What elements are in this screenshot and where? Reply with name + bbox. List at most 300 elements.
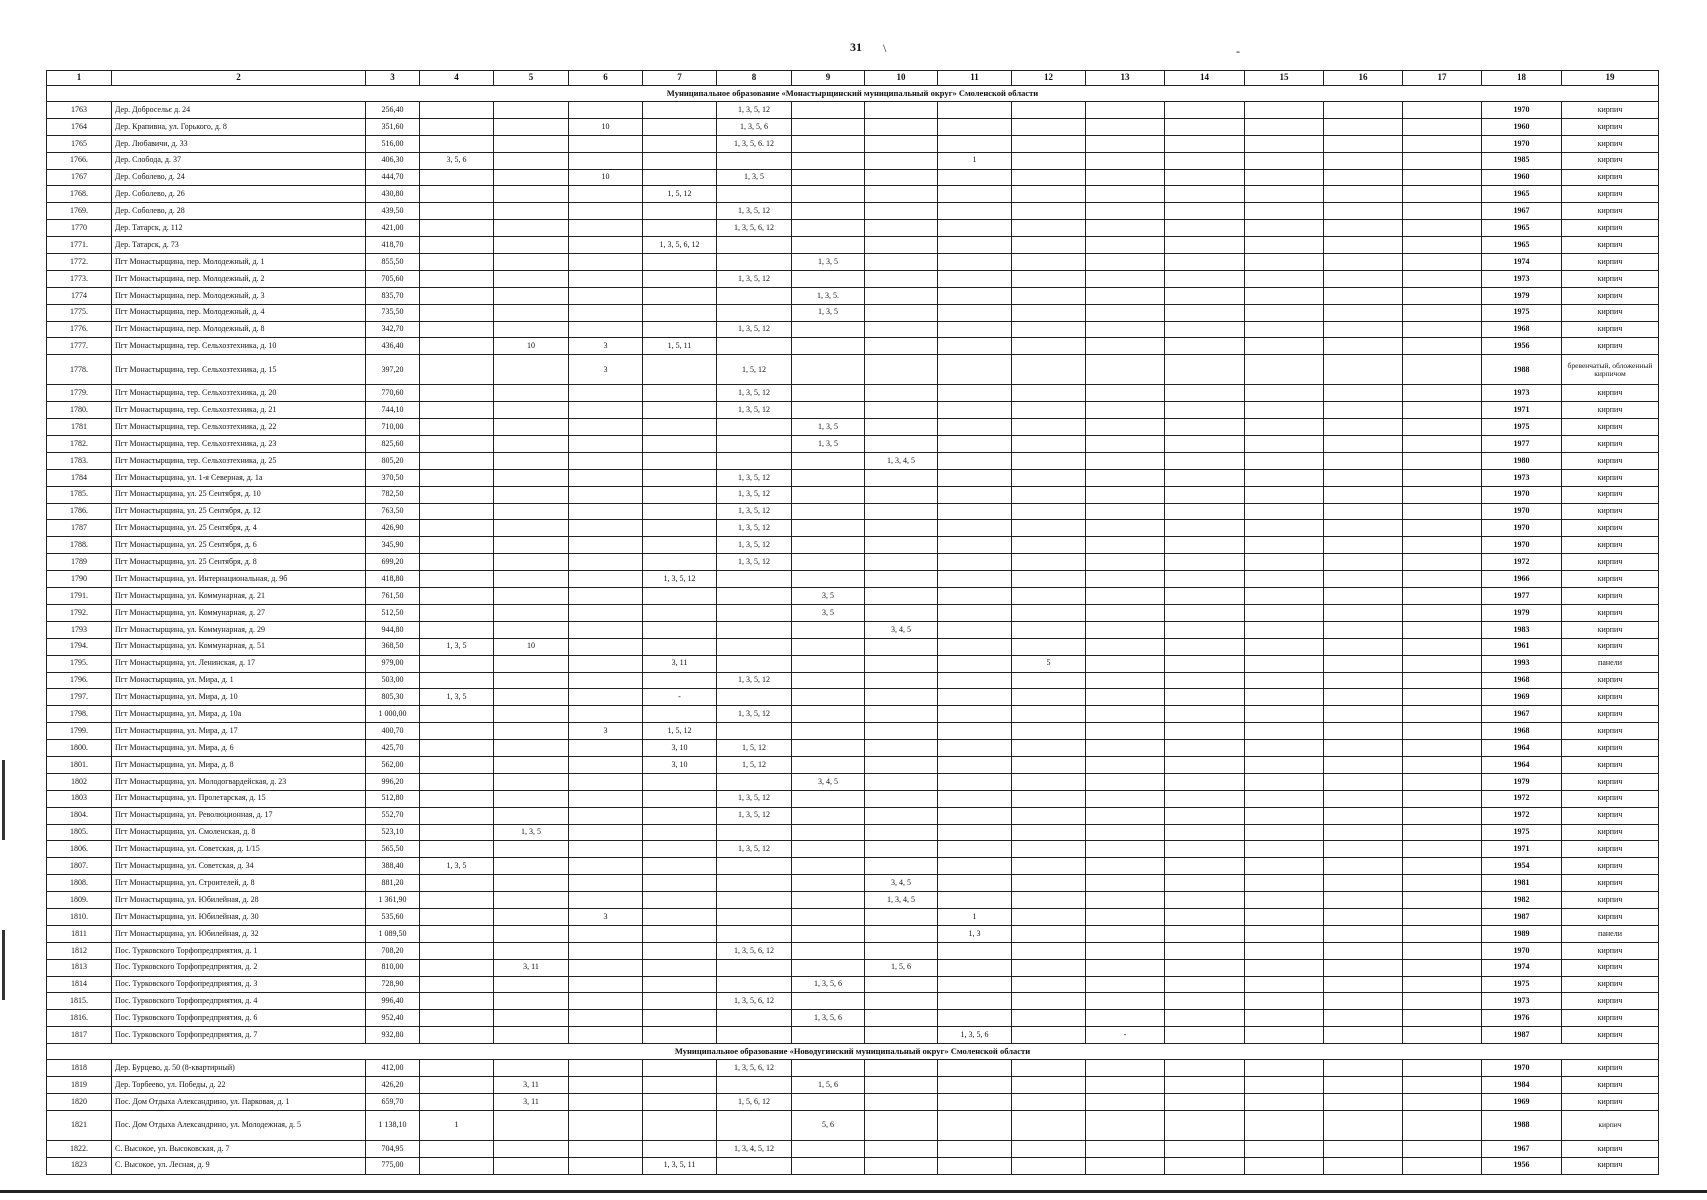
col-14-cell [1165, 1027, 1245, 1044]
col-7-cell [643, 807, 717, 824]
build-year-cell: 1979 [1482, 604, 1562, 621]
col-17-cell [1403, 169, 1482, 186]
row-number-cell: 1796. [47, 672, 112, 689]
col-16-cell [1324, 655, 1403, 672]
col-13-cell [1086, 959, 1165, 976]
col-17-cell [1403, 824, 1482, 841]
col-14-cell [1165, 1110, 1245, 1140]
address-cell: С. Высокое, ул. Высоковская, д. 7 [112, 1140, 366, 1157]
row-number-cell: 1803 [47, 790, 112, 807]
col-5-cell [494, 672, 569, 689]
col-14-cell [1165, 135, 1245, 152]
wall-material-cell: кирпич [1562, 723, 1659, 740]
col-10-cell [865, 655, 938, 672]
col-13-cell [1086, 220, 1165, 237]
table-row [47, 287, 1659, 304]
col-5-cell [494, 773, 569, 790]
col-6-cell: 3 [569, 723, 643, 740]
table-row [47, 942, 1659, 959]
col-15-cell [1245, 689, 1324, 706]
col-11-cell [938, 638, 1012, 655]
col-5-cell [494, 908, 569, 925]
col-8-cell: 1, 3, 5, 12 [717, 841, 792, 858]
col-11-cell: 1 [938, 908, 1012, 925]
col-7-cell [643, 773, 717, 790]
table-row [47, 588, 1659, 605]
col-6-cell [569, 1060, 643, 1077]
col-17-cell [1403, 858, 1482, 875]
col-12-cell [1012, 469, 1086, 486]
build-year-cell: 1969 [1482, 689, 1562, 706]
col-5-cell [494, 152, 569, 169]
col-16-cell [1324, 321, 1403, 338]
address-cell: Пгт Монастырщина, тер. Сельхозтехника, д. 21 [112, 402, 366, 419]
col-12-cell [1012, 152, 1086, 169]
build-year-cell: 1961 [1482, 638, 1562, 655]
column-header: 18 [1482, 71, 1562, 86]
col-10-cell [865, 152, 938, 169]
col-12-cell [1012, 169, 1086, 186]
row-number-cell: 1790 [47, 571, 112, 588]
col-16-cell [1324, 942, 1403, 959]
col-10-cell [865, 1110, 938, 1140]
col-6-cell [569, 1140, 643, 1157]
col-9-cell [792, 338, 865, 355]
area-cell: 436,40 [366, 338, 420, 355]
col-11-cell [938, 790, 1012, 807]
col-4-cell [420, 486, 494, 503]
col-10-cell [865, 304, 938, 321]
row-number-cell: 1819 [47, 1076, 112, 1093]
build-year-cell: 1972 [1482, 790, 1562, 807]
col-10-cell [865, 925, 938, 942]
address-cell: Дер. Татарск, д. 73 [112, 237, 366, 254]
address-cell: Пгт Монастырщина, тер. Сельхозтехника, д. 10 [112, 338, 366, 355]
wall-material-cell: кирпич [1562, 959, 1659, 976]
area-cell: 979,00 [366, 655, 420, 672]
col-15-cell [1245, 1157, 1324, 1174]
address-cell: Пгт Монастырщина, ул. Советская, д. 34 [112, 858, 366, 875]
col-6-cell [569, 486, 643, 503]
wall-material-cell: кирпич [1562, 773, 1659, 790]
col-7-cell [643, 858, 717, 875]
col-12-cell: 5 [1012, 655, 1086, 672]
col-10-cell [865, 220, 938, 237]
build-year-cell: 1977 [1482, 588, 1562, 605]
col-14-cell [1165, 1140, 1245, 1157]
build-year-cell: 1972 [1482, 807, 1562, 824]
col-6-cell [569, 503, 643, 520]
col-10-cell [865, 321, 938, 338]
col-15-cell [1245, 993, 1324, 1010]
col-12-cell [1012, 790, 1086, 807]
address-cell: Пгт Монастырщина, пер. Молодежный, д. 1 [112, 254, 366, 271]
address-cell: Пгт Монастырщина, ул. Смоленская, д. 8 [112, 824, 366, 841]
row-number-cell: 1813 [47, 959, 112, 976]
area-cell: 763,50 [366, 503, 420, 520]
row-number-cell: 1812 [47, 942, 112, 959]
col-13-cell [1086, 1076, 1165, 1093]
col-6-cell [569, 1010, 643, 1027]
col-15-cell [1245, 152, 1324, 169]
wall-material-cell: кирпич [1562, 1093, 1659, 1110]
row-number-cell: 1817 [47, 1027, 112, 1044]
wall-material-cell: панели [1562, 925, 1659, 942]
col-4-cell [420, 892, 494, 909]
col-15-cell [1245, 270, 1324, 287]
build-year-cell: 1964 [1482, 756, 1562, 773]
col-7-cell [643, 588, 717, 605]
col-10-cell [865, 807, 938, 824]
col-4-cell [420, 270, 494, 287]
col-6-cell [569, 537, 643, 554]
col-16-cell [1324, 355, 1403, 385]
col-7-cell [643, 102, 717, 119]
col-4-cell [420, 790, 494, 807]
col-8-cell: 1, 3, 5, 12 [717, 402, 792, 419]
row-number-cell: 1766. [47, 152, 112, 169]
col-13-cell [1086, 338, 1165, 355]
build-year-cell: 1973 [1482, 385, 1562, 402]
col-6-cell [569, 571, 643, 588]
col-7-cell [643, 419, 717, 436]
col-7-cell [643, 993, 717, 1010]
col-8-cell [717, 254, 792, 271]
wall-material-cell: кирпич [1562, 537, 1659, 554]
row-number-cell: 1802 [47, 773, 112, 790]
col-4-cell [420, 304, 494, 321]
col-4-cell [420, 1140, 494, 1157]
wall-material-cell: кирпич [1562, 672, 1659, 689]
area-cell: 775,00 [366, 1157, 420, 1174]
col-11-cell [938, 1093, 1012, 1110]
col-17-cell [1403, 1157, 1482, 1174]
col-11-cell [938, 672, 1012, 689]
col-9-cell [792, 169, 865, 186]
col-8-cell [717, 338, 792, 355]
row-number-cell: 1784 [47, 469, 112, 486]
area-cell: 516,00 [366, 135, 420, 152]
table-row [47, 706, 1659, 723]
col-4-cell [420, 875, 494, 892]
col-9-cell [792, 102, 865, 119]
col-8-cell: 1, 3, 5, 6, 12 [717, 1060, 792, 1077]
col-16-cell [1324, 875, 1403, 892]
col-7-cell [643, 169, 717, 186]
column-header: 2 [112, 71, 366, 86]
area-cell: 761,50 [366, 588, 420, 605]
col-10-cell [865, 254, 938, 271]
col-8-cell [717, 824, 792, 841]
col-12-cell [1012, 452, 1086, 469]
col-5-cell [494, 486, 569, 503]
section-header-row [47, 86, 1659, 102]
area-cell: 418,70 [366, 237, 420, 254]
col-8-cell [717, 621, 792, 638]
address-cell: Пгт Монастырщина, ул. 25 Сентября, д. 8 [112, 554, 366, 571]
wall-material-cell: кирпич [1562, 1010, 1659, 1027]
col-14-cell [1165, 638, 1245, 655]
col-8-cell [717, 655, 792, 672]
build-year-cell: 1987 [1482, 908, 1562, 925]
build-year-cell: 1989 [1482, 925, 1562, 942]
col-10-cell [865, 571, 938, 588]
wall-material-cell: кирпич [1562, 254, 1659, 271]
col-7-cell [643, 1010, 717, 1027]
build-year-cell: 1970 [1482, 135, 1562, 152]
address-cell: Пос. Турковского Торфопредприятия, д. 1 [112, 942, 366, 959]
col-9-cell [792, 537, 865, 554]
col-13-cell [1086, 571, 1165, 588]
table-row [47, 807, 1659, 824]
build-year-cell: 1965 [1482, 220, 1562, 237]
col-9-cell [792, 321, 865, 338]
col-17-cell [1403, 1060, 1482, 1077]
col-10-cell [865, 908, 938, 925]
col-5-cell: 10 [494, 638, 569, 655]
area-cell: 400,70 [366, 723, 420, 740]
col-14-cell [1165, 186, 1245, 203]
build-year-cell: 1981 [1482, 875, 1562, 892]
col-8-cell [717, 638, 792, 655]
col-4-cell [420, 925, 494, 942]
area-cell: 932,80 [366, 1027, 420, 1044]
col-5-cell [494, 452, 569, 469]
col-7-cell [643, 321, 717, 338]
col-14-cell [1165, 672, 1245, 689]
table-row [47, 824, 1659, 841]
col-11-cell: 1 [938, 152, 1012, 169]
col-5-cell [494, 706, 569, 723]
address-cell: Пос. Дом Отдыха Александрино, ул. Парковая, д. 1 [112, 1093, 366, 1110]
row-number-cell: 1821 [47, 1110, 112, 1140]
area-cell: 345,90 [366, 537, 420, 554]
col-4-cell [420, 706, 494, 723]
col-5-cell [494, 270, 569, 287]
col-12-cell [1012, 220, 1086, 237]
col-14-cell [1165, 942, 1245, 959]
col-9-cell [792, 203, 865, 220]
col-16-cell [1324, 723, 1403, 740]
col-17-cell [1403, 925, 1482, 942]
row-number-cell: 1789 [47, 554, 112, 571]
col-7-cell: 1, 3, 5, 6, 12 [643, 237, 717, 254]
wall-material-cell: кирпич [1562, 638, 1659, 655]
col-17-cell [1403, 740, 1482, 757]
col-10-cell [865, 1093, 938, 1110]
col-17-cell [1403, 1093, 1482, 1110]
col-11-cell [938, 385, 1012, 402]
col-6-cell [569, 254, 643, 271]
col-13-cell [1086, 1110, 1165, 1140]
col-9-cell [792, 402, 865, 419]
col-17-cell [1403, 976, 1482, 993]
col-10-cell [865, 554, 938, 571]
col-9-cell [792, 186, 865, 203]
col-14-cell [1165, 169, 1245, 186]
col-15-cell [1245, 892, 1324, 909]
wall-material-cell: кирпич [1562, 588, 1659, 605]
col-13-cell [1086, 875, 1165, 892]
col-13-cell [1086, 892, 1165, 909]
col-5-cell: 1, 3, 5 [494, 824, 569, 841]
col-14-cell [1165, 1060, 1245, 1077]
table-row [47, 503, 1659, 520]
col-5-cell [494, 554, 569, 571]
col-7-cell: - [643, 689, 717, 706]
col-11-cell [938, 841, 1012, 858]
col-6-cell [569, 756, 643, 773]
col-16-cell [1324, 807, 1403, 824]
col-11-cell [938, 1140, 1012, 1157]
col-16-cell [1324, 1010, 1403, 1027]
col-16-cell [1324, 270, 1403, 287]
col-8-cell [717, 723, 792, 740]
row-number-cell: 1771. [47, 237, 112, 254]
col-10-cell [865, 672, 938, 689]
col-9-cell [792, 270, 865, 287]
area-cell: 388,40 [366, 858, 420, 875]
col-4-cell [420, 655, 494, 672]
col-12-cell [1012, 135, 1086, 152]
col-10-cell [865, 942, 938, 959]
address-cell: Пгт Монастырщина, ул. Мира, д. 10а [112, 706, 366, 723]
build-year-cell: 1964 [1482, 740, 1562, 757]
col-8-cell [717, 571, 792, 588]
col-6-cell [569, 824, 643, 841]
row-number-cell: 1778. [47, 355, 112, 385]
table-body [47, 71, 1659, 1175]
col-6-cell [569, 655, 643, 672]
wall-material-cell: кирпич [1562, 503, 1659, 520]
build-year-cell: 1956 [1482, 338, 1562, 355]
col-8-cell: 1, 3, 5, 12 [717, 321, 792, 338]
column-header: 8 [717, 71, 792, 86]
col-15-cell [1245, 287, 1324, 304]
area-cell: 421,00 [366, 220, 420, 237]
col-5-cell [494, 1027, 569, 1044]
col-4-cell [420, 203, 494, 220]
col-10-cell [865, 993, 938, 1010]
col-8-cell: 1, 3, 4, 5, 12 [717, 1140, 792, 1157]
row-number-cell: 1823 [47, 1157, 112, 1174]
address-cell: Пгт Монастырщина, ул. Мира, д. 17 [112, 723, 366, 740]
col-13-cell [1086, 135, 1165, 152]
col-6-cell [569, 321, 643, 338]
col-4-cell [420, 554, 494, 571]
col-5-cell [494, 304, 569, 321]
col-8-cell [717, 588, 792, 605]
area-cell: 512,50 [366, 604, 420, 621]
col-11-cell [938, 436, 1012, 453]
col-16-cell [1324, 469, 1403, 486]
build-year-cell: 1982 [1482, 892, 1562, 909]
col-16-cell [1324, 385, 1403, 402]
col-17-cell [1403, 773, 1482, 790]
wall-material-cell: кирпич [1562, 152, 1659, 169]
address-cell: Пгт Монастырщина, ул. Юбилейная, д. 32 [112, 925, 366, 942]
table-row [47, 203, 1659, 220]
col-11-cell [938, 993, 1012, 1010]
col-4-cell: 1, 3, 5 [420, 858, 494, 875]
col-5-cell [494, 537, 569, 554]
col-13-cell [1086, 203, 1165, 220]
col-13-cell [1086, 993, 1165, 1010]
address-cell: Пгт Монастырщина, ул. 1-я Северная, д. 1а [112, 469, 366, 486]
build-year-cell: 1984 [1482, 1076, 1562, 1093]
col-14-cell [1165, 908, 1245, 925]
col-9-cell [792, 1157, 865, 1174]
address-cell: Пгт Монастырщина, ул. Коммунарная, д. 21 [112, 588, 366, 605]
wall-material-cell: кирпич [1562, 756, 1659, 773]
col-7-cell [643, 1093, 717, 1110]
col-14-cell [1165, 604, 1245, 621]
build-year-cell: 1976 [1482, 1010, 1562, 1027]
col-5-cell [494, 723, 569, 740]
col-8-cell: 1, 3, 5, 6 [717, 118, 792, 135]
col-11-cell [938, 169, 1012, 186]
col-9-cell [792, 908, 865, 925]
col-12-cell [1012, 1093, 1086, 1110]
address-cell: Дер. Соболево, д. 26 [112, 186, 366, 203]
area-cell: 704,95 [366, 1140, 420, 1157]
col-6-cell: 3 [569, 338, 643, 355]
col-7-cell [643, 908, 717, 925]
col-4-cell [420, 338, 494, 355]
col-12-cell [1012, 892, 1086, 909]
col-7-cell [643, 959, 717, 976]
address-cell: Пгт Монастырщина, ул. Строителей, д. 8 [112, 875, 366, 892]
build-year-cell: 1971 [1482, 402, 1562, 419]
table-row [47, 959, 1659, 976]
col-10-cell [865, 419, 938, 436]
col-12-cell [1012, 338, 1086, 355]
build-year-cell: 1985 [1482, 152, 1562, 169]
col-9-cell: 1, 3, 5, 6 [792, 976, 865, 993]
build-year-cell: 1983 [1482, 621, 1562, 638]
area-cell: 412,00 [366, 1060, 420, 1077]
address-cell: Пос. Турковского Торфопредприятия, д. 6 [112, 1010, 366, 1027]
wall-material-cell: кирпич [1562, 169, 1659, 186]
col-8-cell [717, 1110, 792, 1140]
wall-material-cell: кирпич [1562, 554, 1659, 571]
col-9-cell [792, 1060, 865, 1077]
col-6-cell: 3 [569, 355, 643, 385]
col-5-cell [494, 520, 569, 537]
col-16-cell [1324, 824, 1403, 841]
col-5-cell [494, 993, 569, 1010]
build-year-cell: 1965 [1482, 237, 1562, 254]
col-15-cell [1245, 1140, 1324, 1157]
col-7-cell [643, 621, 717, 638]
col-16-cell [1324, 554, 1403, 571]
col-4-cell [420, 169, 494, 186]
address-cell: Дер. Слобода, д. 37 [112, 152, 366, 169]
col-14-cell [1165, 520, 1245, 537]
col-8-cell [717, 1157, 792, 1174]
row-number-cell: 1822. [47, 1140, 112, 1157]
col-13-cell [1086, 419, 1165, 436]
row-number-cell: 1787 [47, 520, 112, 537]
col-9-cell [792, 858, 865, 875]
col-16-cell [1324, 858, 1403, 875]
build-year-cell: 1975 [1482, 824, 1562, 841]
col-12-cell [1012, 689, 1086, 706]
address-cell: Пгт Монастырщина, ул. 25 Сентября, д. 10 [112, 486, 366, 503]
row-number-cell: 1801. [47, 756, 112, 773]
col-14-cell [1165, 287, 1245, 304]
col-10-cell [865, 706, 938, 723]
